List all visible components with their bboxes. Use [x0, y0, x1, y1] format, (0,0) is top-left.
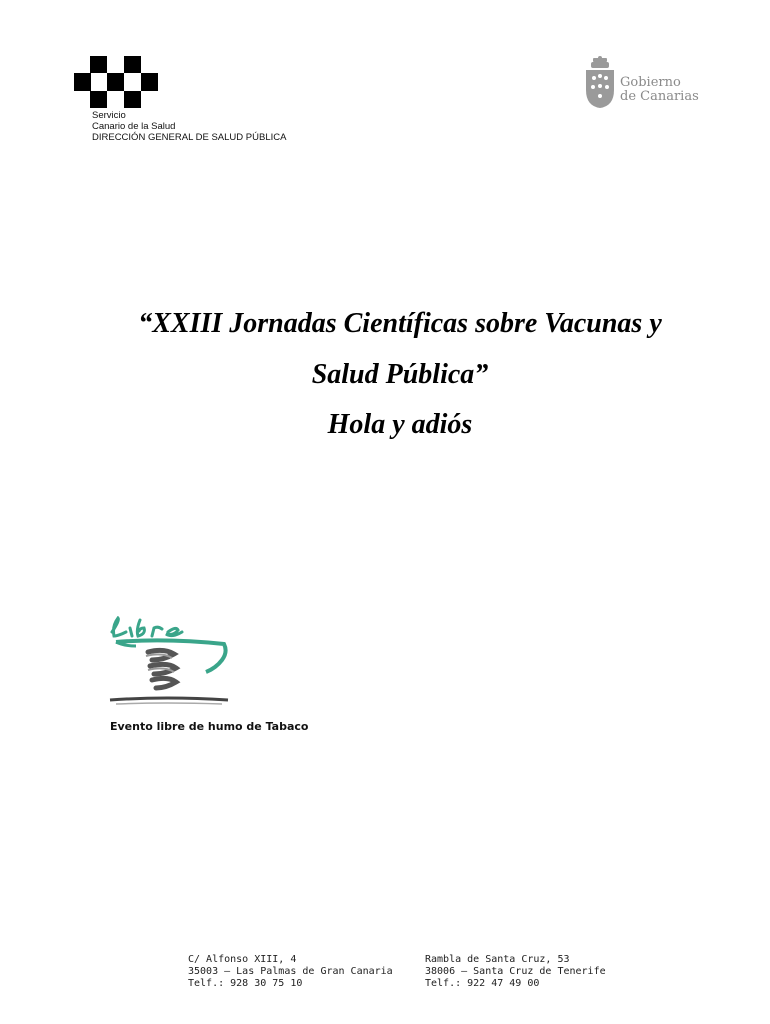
- footer-address-santa-cruz: [425, 954, 606, 990]
- title-line-1: “XXIII Jornadas Científicas sobre Vacunas y: [138, 308, 662, 339]
- footer-left-line-2: 35003 – Las Palmas de Gran Canaria: [188, 966, 393, 977]
- gobierno-canarias-name: [620, 76, 699, 104]
- scs-org-line-2: Canario de la Salud: [92, 121, 176, 132]
- footer-right-line-1: Rambla de Santa Cruz, 53: [425, 954, 570, 965]
- scs-org-line-1: Servicio: [92, 110, 126, 121]
- footer-right-line-3: Telf.: 922 47 49 00: [425, 978, 540, 989]
- footer-left-line-1: C/ Alfonso XIII, 4: [188, 954, 297, 965]
- gob-name-line-2: de Canarias: [620, 89, 699, 104]
- title-line-3: Hola y adiós: [327, 409, 473, 440]
- smoke-free-logo: [106, 616, 232, 708]
- scs-logo: [74, 56, 158, 108]
- footer-right-line-2: 38006 – Santa Cruz de Tenerife: [425, 966, 606, 977]
- footer-address-las-palmas: [188, 954, 393, 990]
- scs-org-name: [92, 110, 286, 143]
- footer-left-line-3: Telf.: 928 30 75 10: [188, 978, 303, 989]
- gob-name-line-1: Gobierno: [620, 75, 681, 90]
- title-line-2: Salud Pública”: [311, 359, 489, 390]
- scs-org-line-3: DIRECCIÓN GENERAL DE SALUD PÚBLICA: [92, 132, 287, 143]
- smoke-free-caption: Evento libre de humo de Tabaco: [110, 720, 309, 733]
